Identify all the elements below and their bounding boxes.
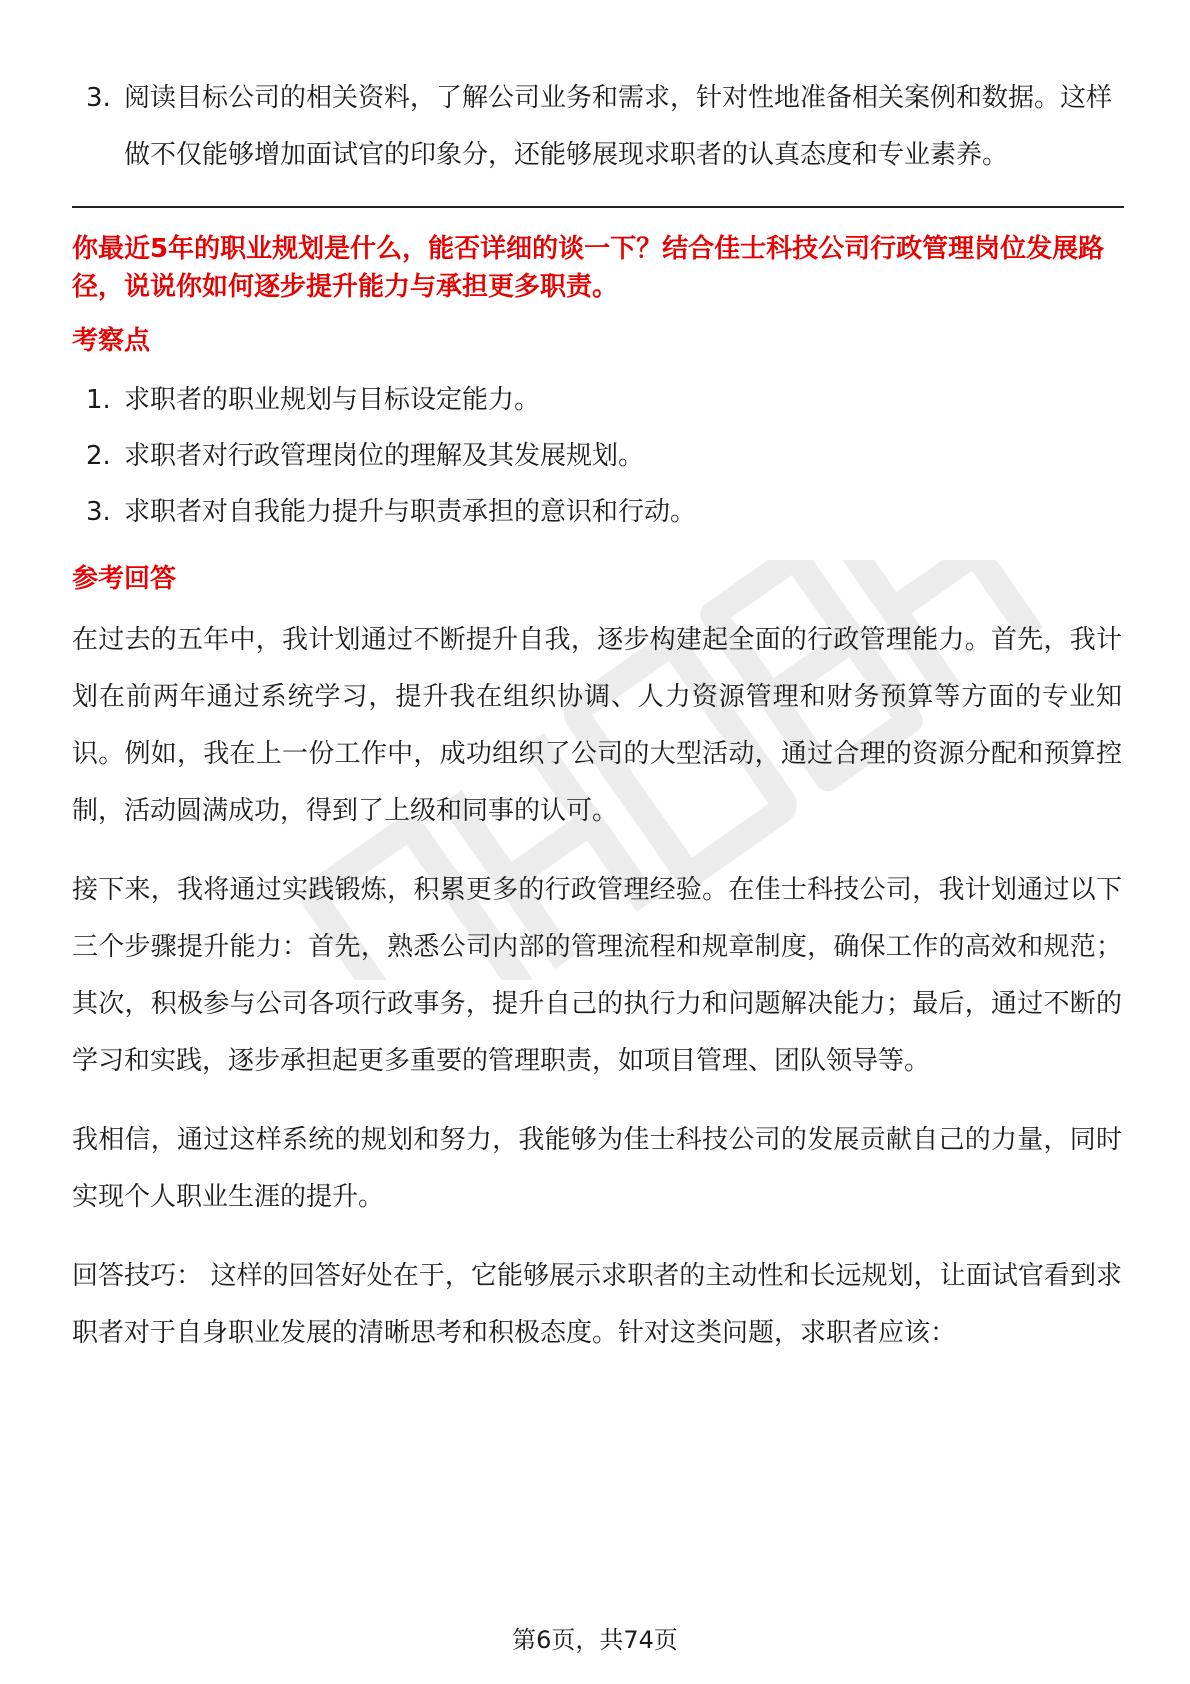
- page-footer: 第6页，共74页: [512, 1626, 678, 1654]
- list-number: 2.: [86, 441, 111, 471]
- section-divider: [72, 206, 1124, 208]
- check-points-title: 考察点: [72, 326, 151, 356]
- answer-tips-paragraph: 回答技巧： 这样的回答好处在于，它能够展示求职者的主动性和长远规划，让面试官看到求职者对于自身职业发展的清晰思考和积极态度。针对这类问题，求职者应该：: [72, 1261, 1122, 1348]
- list-item-text: 阅读目标公司的相关资料，了解公司业务和需求，针对性地准备相关案例和数据。这样做不仅能够增加面试官的印象分，还能够展现求职者的认真态度和专业素养。: [124, 83, 1113, 170]
- answer-paragraph: 我相信，通过这样系统的规划和努力，我能够为佳士科技公司的发展贡献自己的力量，同时实现个人职业生涯的提升。: [72, 1125, 1122, 1212]
- check-points-list: [72, 372, 1122, 540]
- list-item-text: 求职者对自我能力提升与职责承担的意识和行动。: [124, 497, 697, 527]
- list-item-text: 求职者对行政管理岗位的理解及其发展规划。: [124, 441, 645, 471]
- list-item: [72, 70, 1122, 184]
- list-item-text: 求职者的职业规划与目标设定能力。: [124, 385, 541, 415]
- list-number: 3.: [86, 83, 111, 113]
- answer-paragraph: 接下来，我将通过实践锻炼，积累更多的行政管理经验。在佳士科技公司，我计划通过以下三个步骤提升能力：首先，熟悉公司内部的管理流程和规章制度，确保工作的高效和规范；其次，积极参与公司各项行政事务，提升自己的执行力和问题解决能力；最后，通过不断的学习和实践，逐步承担起更多重要的管理职责，如项目管理、团队领导等。: [72, 875, 1122, 1076]
- list-item: [72, 484, 1122, 540]
- page-content: [72, 70, 1122, 1362]
- interview-question: 你最近5年的职业规划是什么，能否详细的谈一下？结合佳士科技公司行政管理岗位发展路径，说说你如何逐步提升能力与承担更多职责。: [72, 234, 1105, 302]
- list-item: [72, 372, 1122, 428]
- list-number: 1.: [86, 385, 111, 415]
- list-number: 3.: [86, 497, 111, 527]
- answer-paragraph: 在过去的五年中，我计划通过不断提升自我，逐步构建起全面的行政管理能力。首先，我计划在前两年通过系统学习，提升我在组织协调、人力资源管理和财务预算等方面的专业知识。例如，我在上一份工作中，成功组织了公司的大型活动，通过合理的资源分配和预算控制，活动圆满成功，得到了上级和同事的认可。: [72, 625, 1122, 826]
- answer-title: 参考回答: [72, 564, 177, 594]
- list-item: [72, 428, 1122, 484]
